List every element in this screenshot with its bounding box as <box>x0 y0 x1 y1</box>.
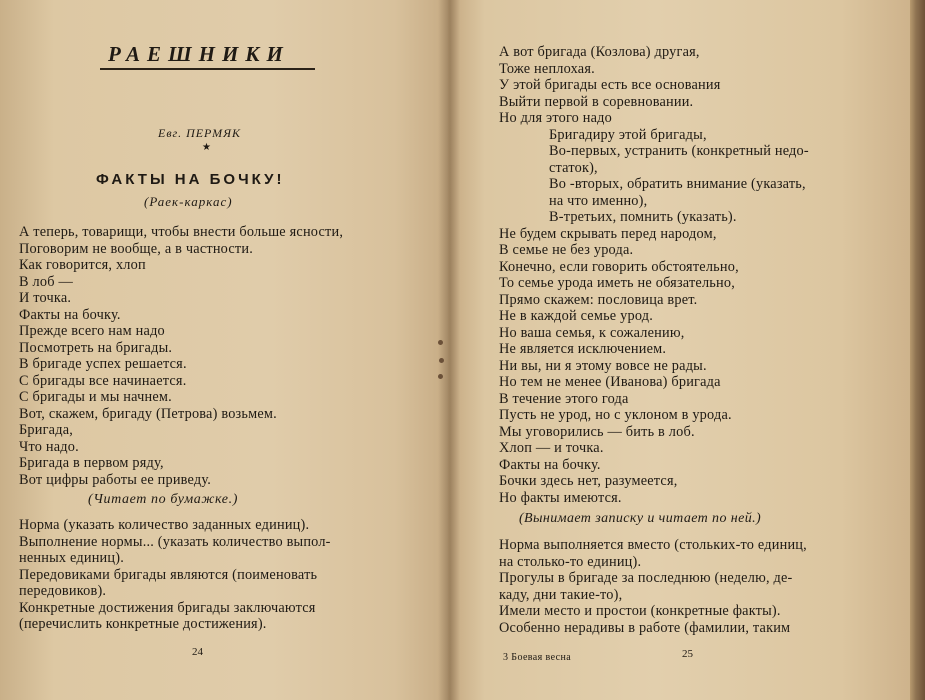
section-title: РАЕШНИКИ <box>108 42 290 66</box>
poem-line: С бригады все начинается. <box>19 372 187 389</box>
poem-line: В лоб — <box>19 273 73 290</box>
poem-line: Выполнение нормы... (указать количество выпол- <box>19 533 331 550</box>
poem-line: У этой бригады есть все основания <box>499 77 721 93</box>
poem-line: Конечно, если говорить обстоятельно, <box>499 258 739 275</box>
poem-line: Но тем не менее (Иванова) бригада <box>499 374 721 390</box>
poem-line: на столько-то единиц). <box>499 553 642 570</box>
poem-line: Факты на бочку. <box>499 456 601 473</box>
poem-line: на что именно), <box>549 192 648 209</box>
poem-line: Хлоп — и точка. <box>499 440 604 456</box>
poem-line: В-третьих, помнить (указать). <box>549 209 737 225</box>
poem-line: Выйти первой в соревновании. <box>499 93 694 110</box>
poem-line: Ни вы, ни я этому вовсе не рады. <box>499 357 707 374</box>
poem-line: Прямо скажем: пословица врет. <box>499 291 698 308</box>
poem-stanza-4 <box>499 537 807 636</box>
poem-line: Что надо. <box>19 438 79 455</box>
poem-line: Но ваша семья, к сожалению, <box>499 324 685 341</box>
binding-hole <box>439 358 444 363</box>
poem-line: А теперь, товарищи, чтобы внести больше ясности, <box>19 224 344 240</box>
poem-line: С бригады и мы начнем. <box>19 389 172 405</box>
title-underline <box>100 68 315 70</box>
poem-line: Передовиками бригады являются (поименовать <box>19 566 318 583</box>
poem-line: Бригадиру этой бригады, <box>549 126 707 143</box>
binding-hole <box>438 374 443 379</box>
left-page <box>0 0 448 700</box>
poem-line: В течение этого года <box>499 390 629 407</box>
poem-stanza-1 <box>19 224 343 488</box>
poem-line: Не является исключением. <box>499 341 667 357</box>
poem-line: Тоже неплохая. <box>499 60 595 77</box>
poem-line: Бригада, <box>19 422 74 438</box>
poem-line: (перечислить конкретные достижения). <box>19 616 267 632</box>
poem-line: Особенно нерадивы в работе (фамилии, таким <box>499 619 791 636</box>
poem-line: Прогулы в бригаде за последнюю (неделю, де- <box>499 570 793 586</box>
poem-line: Посмотреть на бригады. <box>19 339 173 356</box>
poem-line: Пусть не урод, но с уклоном в урода. <box>499 407 732 423</box>
poem-line: Норма выполняется вместо (стольких-то единиц, <box>499 537 807 553</box>
poem-line: Во-первых, устранить (конкретный недо- <box>549 143 809 159</box>
poem-line: Мы уговорились — бить в лоб. <box>499 423 695 440</box>
poem-line: каду, дни такие-то), <box>499 586 623 603</box>
poem-line: Имели место и простои (конкретные факты). <box>499 603 781 619</box>
poem-title: ФАКТЫ НА БОЧКУ! <box>96 171 285 188</box>
poem-stanza-3 <box>499 44 809 506</box>
poem-line: И точка. <box>19 290 72 306</box>
poem-line: Факты на бочку. <box>19 306 121 323</box>
poem-line: Но для этого надо <box>499 110 612 126</box>
poem-line: То семье урода иметь не обязательно, <box>499 275 736 291</box>
book-edge <box>910 0 925 700</box>
author: Евг. ПЕРМЯК <box>158 126 241 140</box>
star-ornament: ★ <box>202 142 211 153</box>
poem-line: передовиков). <box>19 583 107 599</box>
page-number: 24 <box>192 646 203 658</box>
poem-line: Вот цифры работы ее приведу. <box>19 471 212 488</box>
binding-holes <box>432 340 452 380</box>
poem-line: ненных единиц). <box>19 550 124 566</box>
poem-line: Как говорится, хлоп <box>19 257 146 273</box>
poem-stanza-2 <box>19 517 331 633</box>
binding-hole <box>438 340 443 345</box>
poem-line: Во -вторых, обратить внимание (указать, <box>549 176 806 192</box>
signature-mark: 3 Боевая весна <box>503 652 572 663</box>
poem-subtitle: (Раек-каркас) <box>144 194 233 209</box>
poem-line: Бригада в первом ряду, <box>19 455 164 471</box>
poem-line: Не будем скрывать перед народом, <box>499 225 717 242</box>
poem-line: Конкретные достижения бригады заключаются <box>19 599 316 616</box>
stage-direction: (Читает по бумажке.) <box>88 492 238 507</box>
poem-line: Бочки здесь нет, разумеется, <box>499 473 678 489</box>
poem-line: Прежде всего нам надо <box>19 323 165 339</box>
stage-direction-right: (Вынимает записку и читает по ней.) <box>519 511 762 526</box>
poem-line: В бригаде успех решается. <box>19 356 187 372</box>
poem-line: статок), <box>549 159 598 176</box>
page-number-right: 25 <box>682 648 693 660</box>
poem-line: А вот бригада (Козлова) другая, <box>499 44 700 60</box>
poem-line: Вот, скажем, бригаду (Петрова) возьмем. <box>19 405 277 422</box>
poem-line: Но факты имеются. <box>499 489 622 506</box>
poem-line: Норма (указать количество заданных единиц). <box>19 517 310 533</box>
poem-line: В семье не без урода. <box>499 242 634 258</box>
poem-line: Поговорим не вообще, а в частности. <box>19 240 253 257</box>
poem-line: Не в каждой семье урод. <box>499 308 654 324</box>
